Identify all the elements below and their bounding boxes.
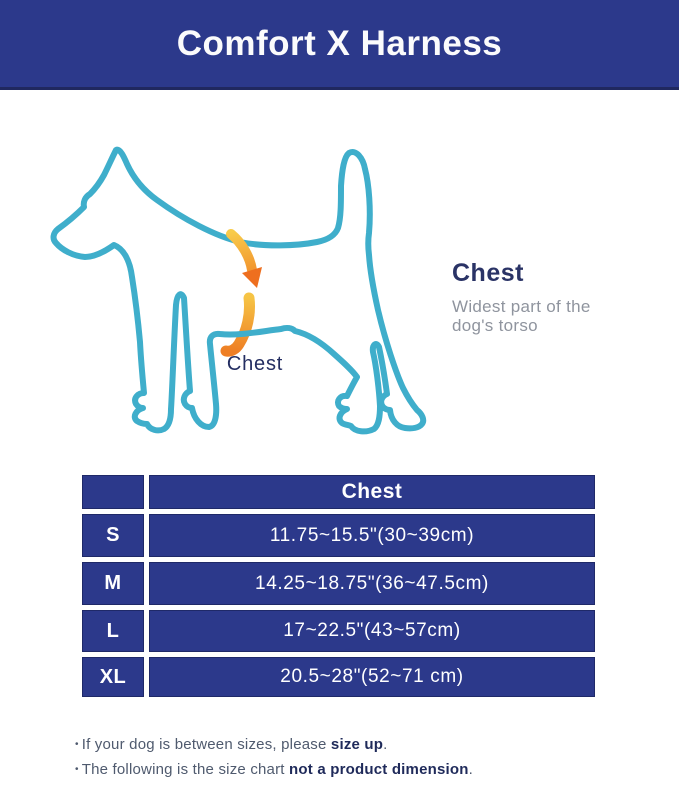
- note-text: The following is the size chart: [81, 761, 290, 778]
- chest-callout: [452, 259, 591, 335]
- table-row-value-l: 17~22.5"(43~57cm): [149, 610, 595, 652]
- table-row-value-s: 11.75~15.5"(30~39cm): [149, 514, 595, 557]
- size-chart-table: [82, 475, 595, 697]
- note-bold: size up: [330, 736, 384, 753]
- table-row-size-s: S: [82, 514, 144, 557]
- chest-band-upper: [231, 234, 252, 270]
- note-not-product-dimension: [75, 761, 473, 778]
- note-suffix: .: [383, 736, 388, 753]
- table-row-size-xl: XL: [82, 657, 144, 697]
- dog-measurement-diagram: [40, 140, 440, 460]
- chest-band-lower: [226, 298, 250, 351]
- callout-description-line1: Widest part of the: [452, 297, 591, 316]
- page-title: Comfort X Harness: [176, 23, 503, 63]
- bullet-icon: •: [75, 739, 79, 750]
- callout-title: Chest: [452, 259, 524, 287]
- measure-arrowhead-icon: [242, 267, 262, 288]
- note-suffix: .: [468, 761, 474, 778]
- table-row-size-m: M: [82, 562, 144, 605]
- callout-description-line2: dog's torso: [452, 316, 538, 335]
- note-size-up: [75, 736, 473, 753]
- header-bar: [0, 0, 679, 90]
- diagram-chest-label: Chest: [226, 353, 284, 375]
- dog-outline: [54, 150, 424, 432]
- table-row-value-xl: 20.5~28"(52~71 cm): [149, 657, 595, 697]
- table-row-size-l: L: [82, 610, 144, 652]
- note-text: If your dog is between sizes, please: [81, 736, 331, 753]
- bullet-icon: •: [75, 764, 79, 775]
- table-row-value-m: 14.25~18.75"(36~47.5cm): [149, 562, 595, 605]
- note-bold: not a product dimension: [289, 761, 469, 778]
- footer-notes: [75, 736, 473, 786]
- table-header-chest: Chest: [149, 475, 595, 509]
- table-corner-cell: [82, 475, 144, 509]
